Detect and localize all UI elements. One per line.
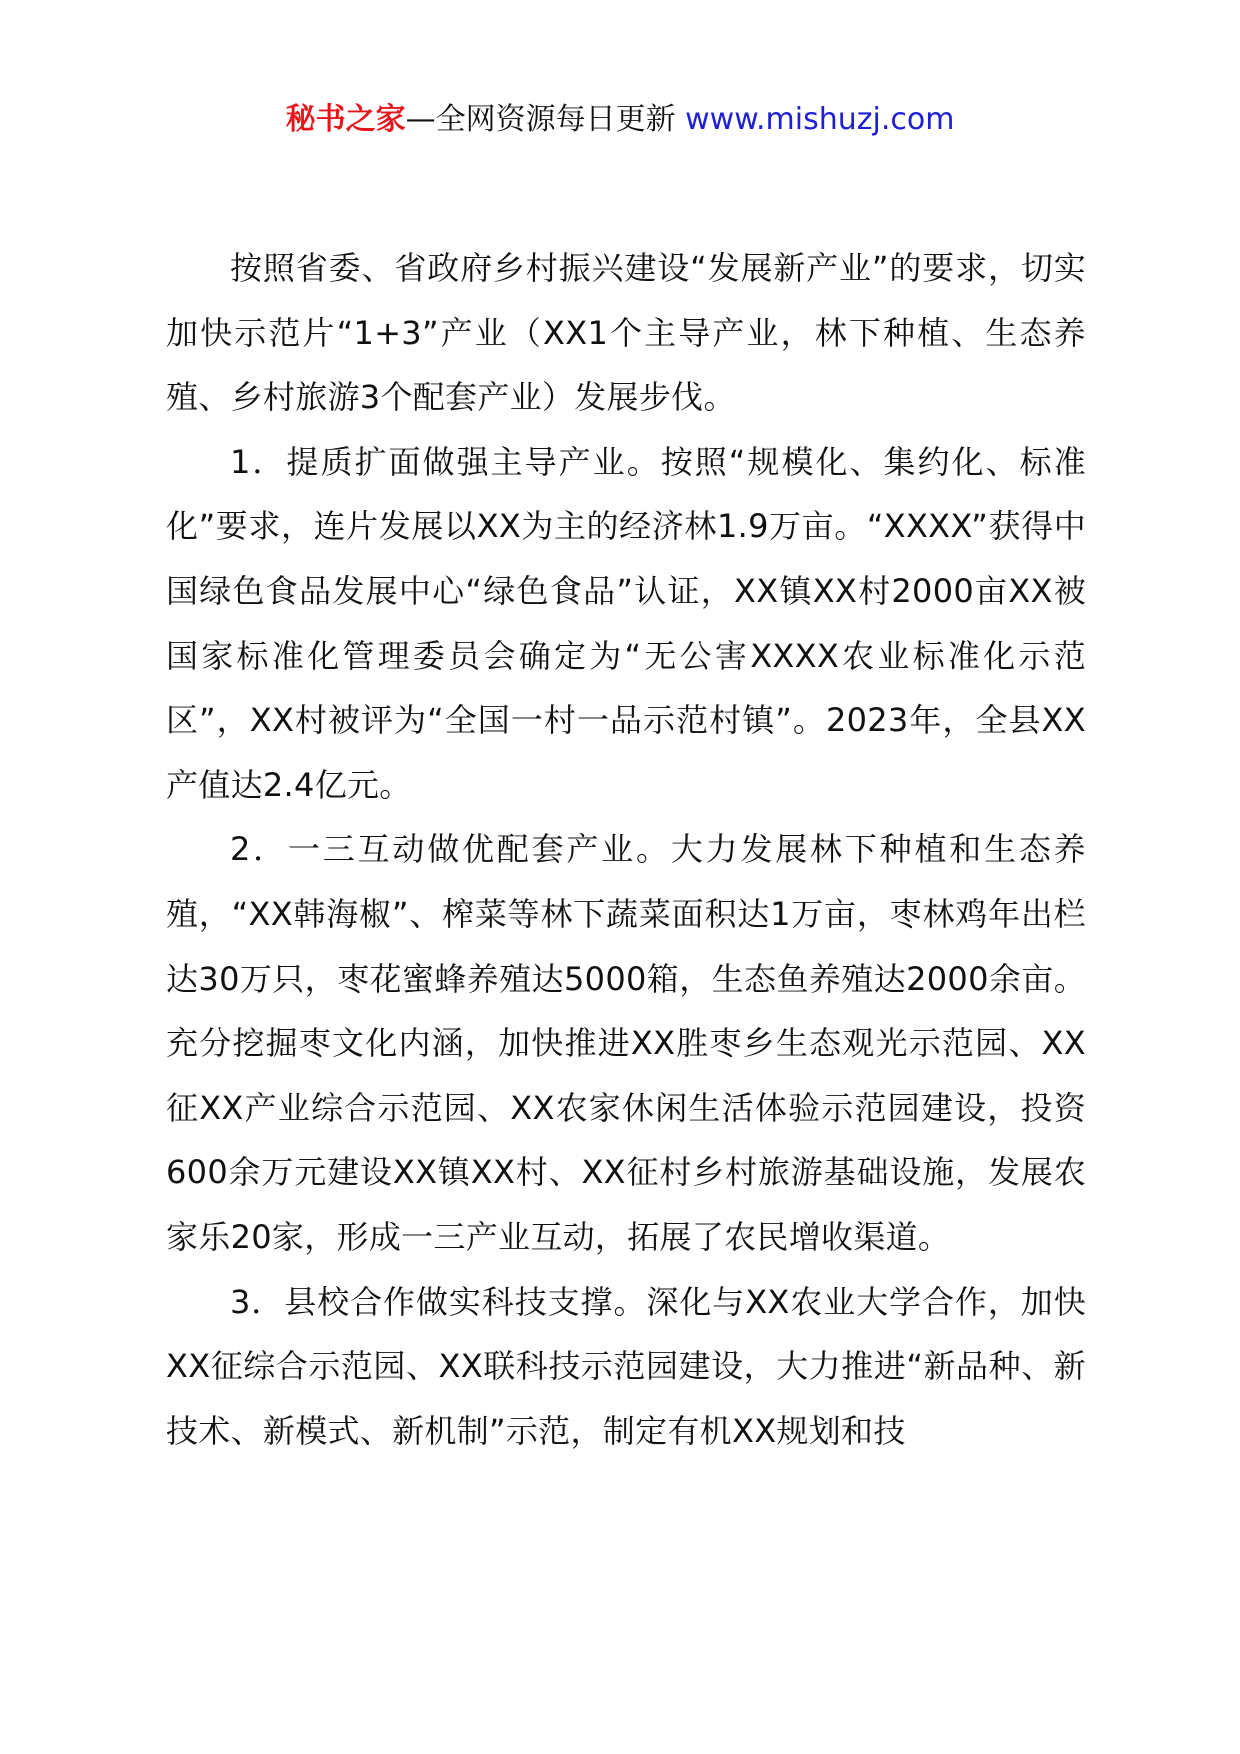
site-brand: 秘书之家 bbox=[285, 102, 406, 137]
paragraph-intro: 按照省委、省政府乡村振兴建设“发展新产业”的要求，切实加快示范片“1+3”产业（XX1个主导产业，林下种植、生态养殖、乡村旅游3个配套产业）发展步伐。 bbox=[166, 249, 1086, 417]
paragraph-section-1: 1．提质扩面做强主导产业。按照“规模化、集约化、标准化”要求，连片发展以XX为主的经济林1.9万亩。“XXXX”获得中国绿色食品发展中心“绿色食品”认证，XX镇XX村2000亩XX被国家标准化管理委员会确定为“无公害XXXX农业标准化示范区”，XX村被评为“全国一村一品示范村镇”。2023年，全县XX产值达2.4亿元。 bbox=[166, 442, 1086, 804]
document-body bbox=[166, 236, 1086, 1463]
site-tagline: —全网资源每日更新 bbox=[405, 102, 676, 137]
paragraph-section-3: 3．县校合作做实科技支撑。深化与XX农业大学合作，加快XX征综合示范园、XX联科技示范园建设，大力推进“新品种、新技术、新模式、新机制”示范，制定有机XX规划和技 bbox=[166, 1282, 1086, 1450]
page-header bbox=[0, 100, 1240, 140]
site-url-link[interactable]: www.mishuzj.com bbox=[685, 102, 955, 137]
paragraph-section-2: 2．一三互动做优配套产业。大力发展林下种植和生态养殖，“XX韩海椒”、榨菜等林下蔬菜面积达1万亩，枣林鸡年出栏达30万只，枣花蜜蜂养殖达5000箱，生态鱼养殖达2000余亩。充分挖掘枣文化内涵，加快推进XX胜枣乡生态观光示范园、XX征XX产业综合示范园、XX农家休闲生活体验示范园建设，投资600余万元建设XX镇XX村、XX征村乡村旅游基础设施，发展农家乐20家，形成一三产业互动，拓展了农民增收渠道。 bbox=[166, 830, 1086, 1256]
